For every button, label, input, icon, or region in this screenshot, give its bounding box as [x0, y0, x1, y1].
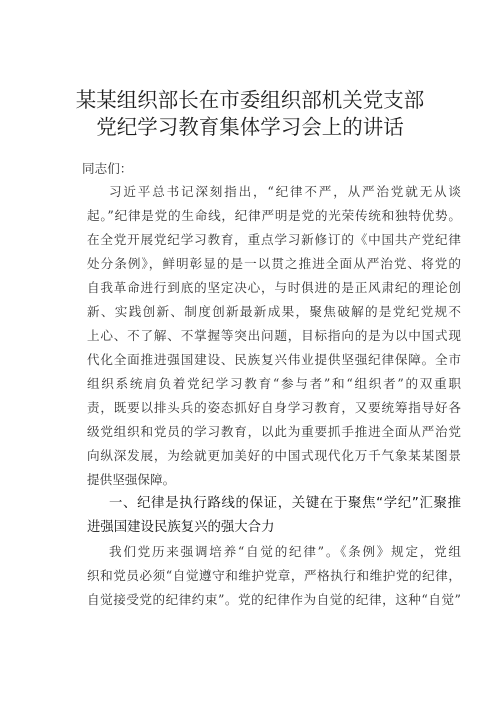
- salutation: 同志们：: [82, 161, 133, 176]
- paragraph-2-line-2: 织和党员必须“自觉遵守和维护党章，严格执行和维护党的纪律，: [87, 568, 461, 583]
- section-heading-1-line-2: 进强国建设民族复兴的强大合力: [87, 520, 275, 535]
- paragraph-1-line-3: 在全党开展党纪学习教育，重点学习新修订的《中国共产党纪律: [87, 232, 461, 247]
- paragraph-1-line-12: 向纵深发展，为绘就更加美好的中国式现代化万千气象某某图景: [87, 448, 461, 463]
- paragraph-1-line-7: 上心、不了解、不掌握等突出问题，目标指向的是为以中国式现: [87, 328, 461, 343]
- paragraph-1-line-13: 提供坚强保障。: [87, 472, 176, 487]
- paragraph-1-line-10: 责，既要以排头兵的姿态抓好自身学习教育，又要统筹指导好各: [87, 400, 461, 415]
- paragraph-1-line-1: 习近平总书记深刻指出，“纪律不严，从严治党就无从谈: [109, 184, 461, 199]
- paragraph-1-line-4: 处分条例》，鲜明彰显的是一以贯之推进全面从严治党、将党的: [87, 256, 461, 271]
- paragraph-1-line-2: 起。”纪律是党的生命线，纪律严明是党的光荣传统和独特优势。: [87, 208, 461, 223]
- document-title-line-2: 党纪学习教育集体学习会上的讲话: [96, 115, 404, 139]
- paragraph-1-line-9: 组织系统肩负着党纪学习教育“参与者”和“组织者”的双重职: [87, 376, 461, 391]
- paragraph-1-line-5: 自我革命进行到底的坚定决心，与时俱进的是正风肃纪的理论创: [87, 280, 461, 295]
- paragraph-2-line-1: 我们党历来强调培养“自觉的纪律”。《条例》规定，党组: [109, 544, 461, 559]
- paragraph-1-line-11: 级党组织和党员的学习教育，以此为重要抓手推进全面从严治党: [87, 424, 461, 439]
- paragraph-1-line-6: 新、实践创新、制度创新最新成果，聚焦破解的是党纪党规不: [87, 304, 461, 319]
- section-heading-1-line-1: 一、纪律是执行路线的保证，关键在于聚焦“学纪”汇聚推: [109, 496, 461, 511]
- paragraph-1-line-8: 代化全面推进强国建设、民族复兴伟业提供坚强纪律保障。全市: [87, 352, 461, 367]
- document-title-line-1: 某某组织部长在市委组织部机关党支部: [75, 88, 425, 112]
- paragraph-2-line-3: 自觉接受党的纪律约束”。党的纪律作为自觉的纪律，这种“自觉”: [87, 592, 461, 607]
